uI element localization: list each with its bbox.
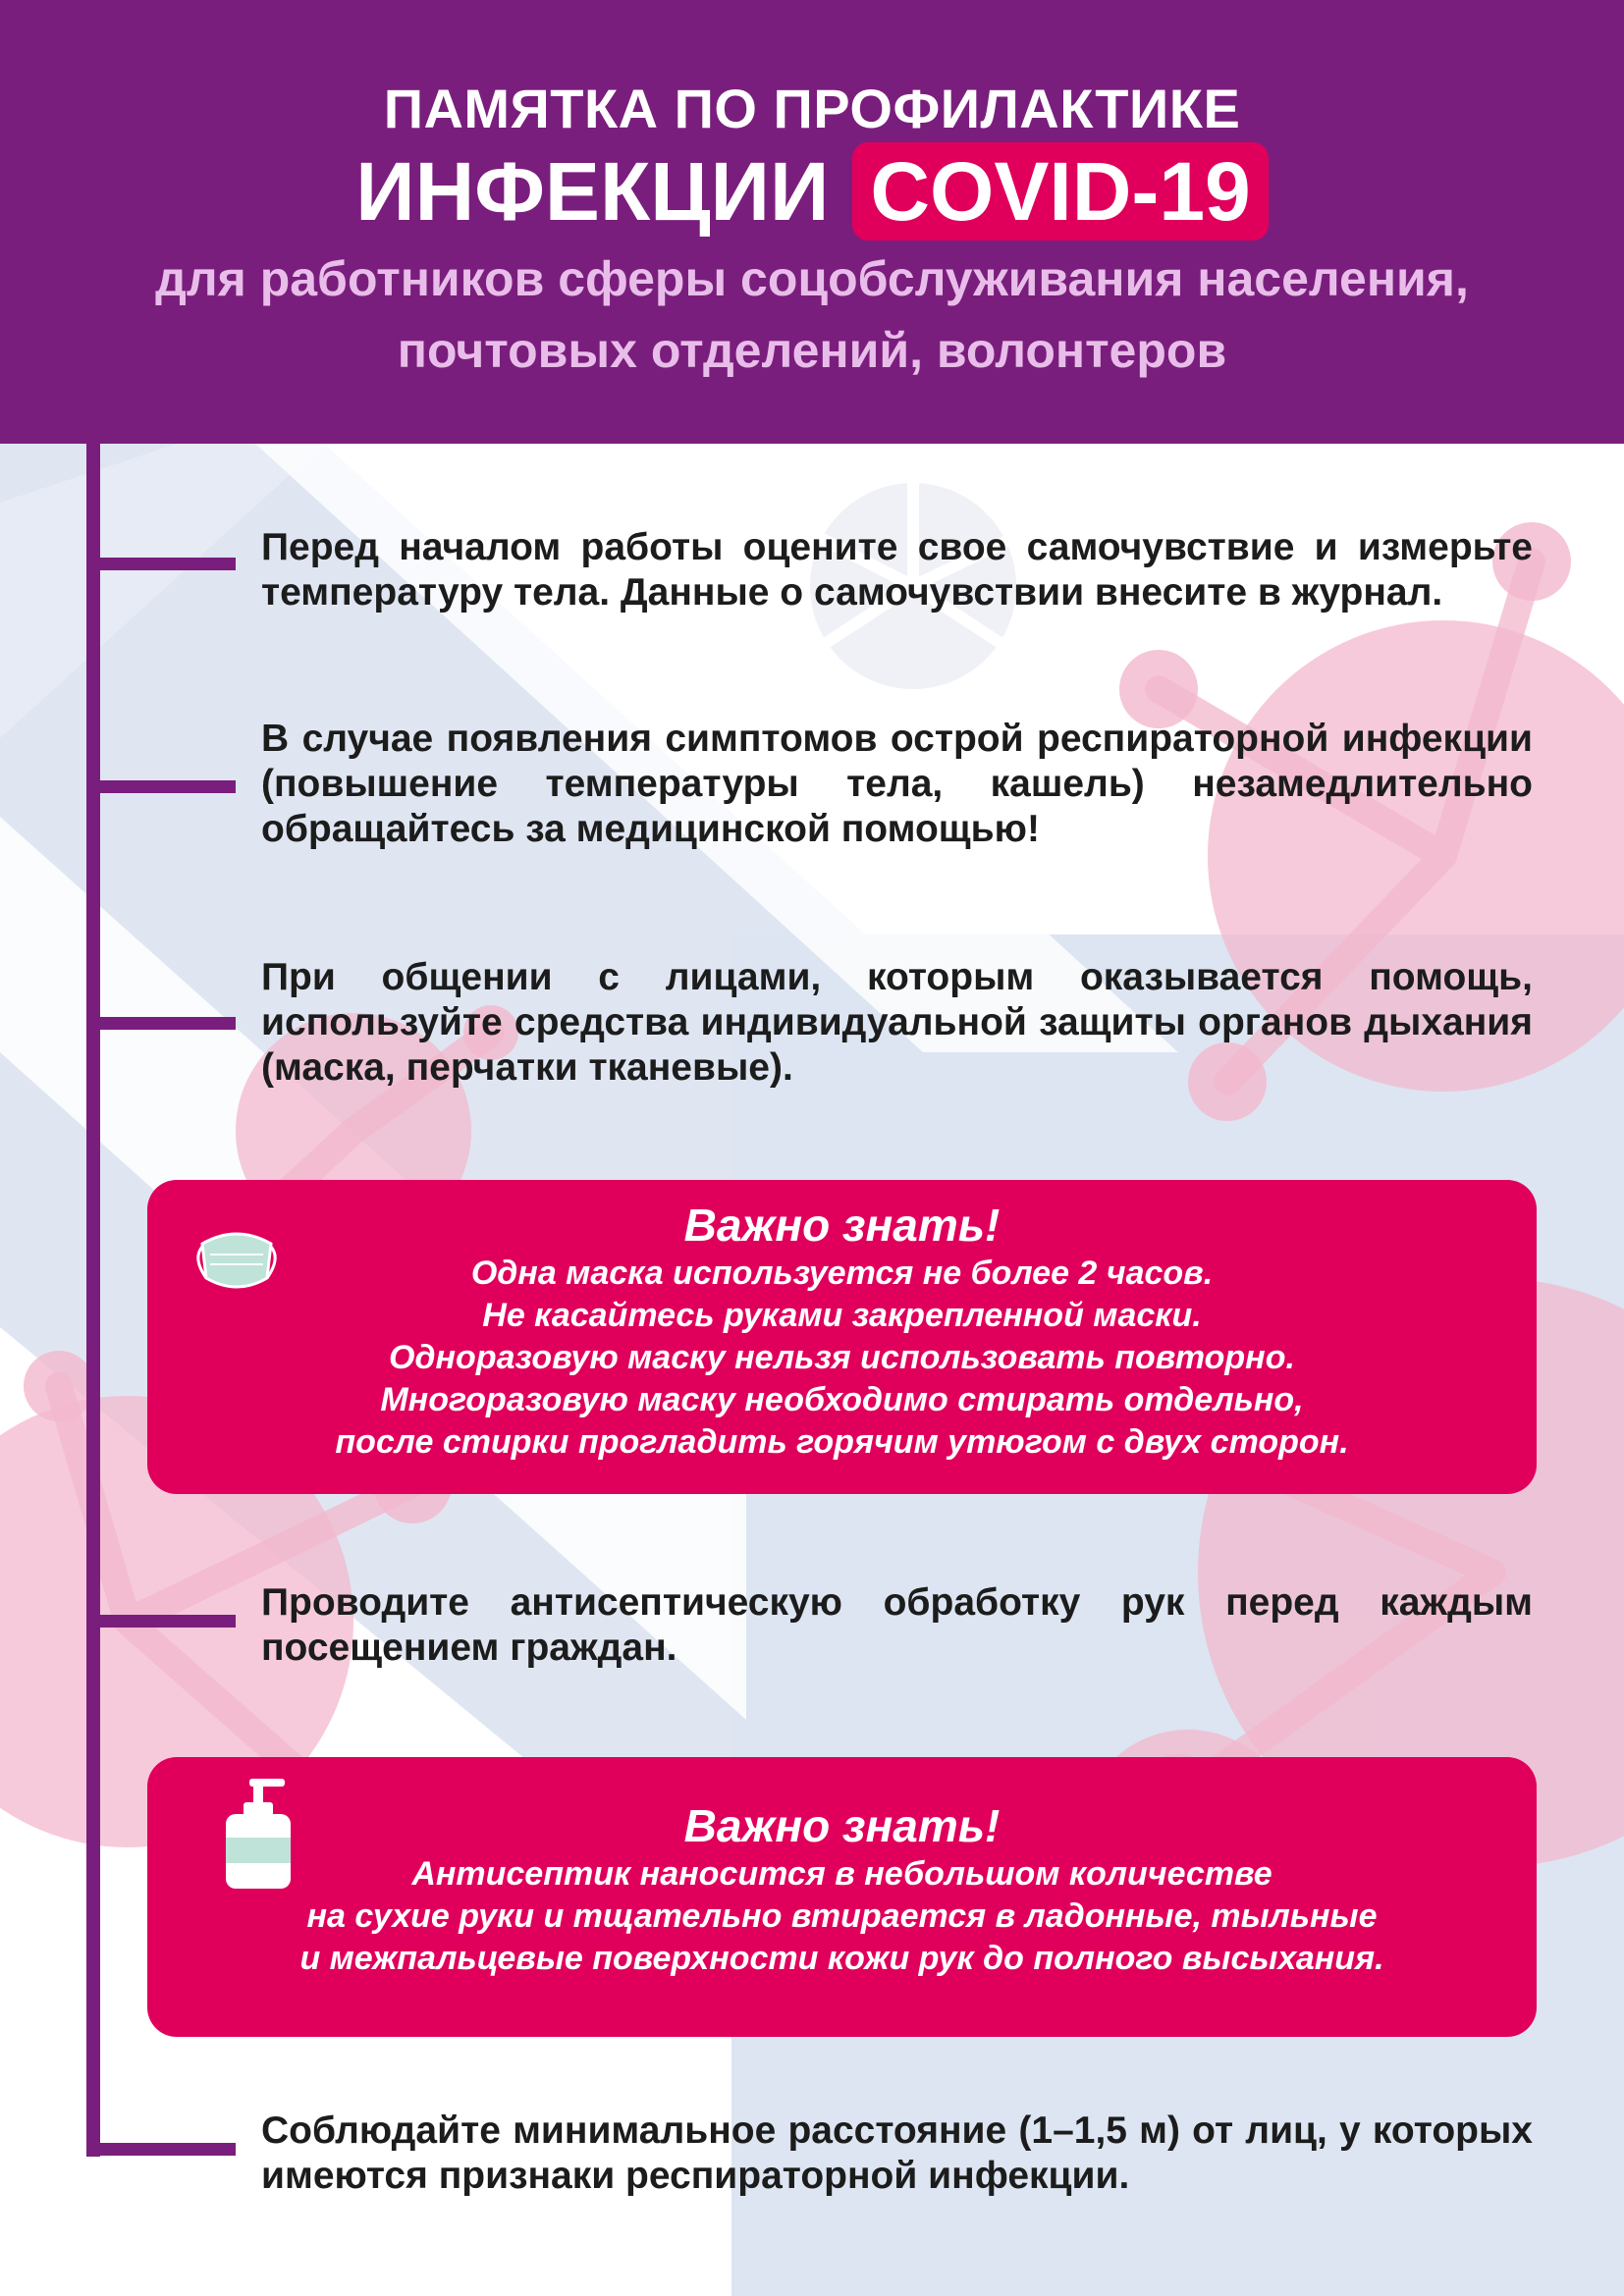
covid-badge: COVID-19 — [852, 142, 1268, 240]
face-mask-icon — [192, 1219, 281, 1298]
header-title-line1: ПАМЯТКА ПО ПРОФИЛАКТИКЕ — [383, 78, 1241, 139]
header — [0, 0, 1624, 444]
instruction-item-5: Соблюдайте минимальное расстояние (1–1,5 м) от лиц, у которых имеются признаки респираторной инфекции. — [261, 2109, 1533, 2197]
timeline-tick — [98, 1017, 236, 1030]
box-mask-title: Важно знать! — [683, 1200, 1001, 1251]
instruction-item-3: При общении с лицами, которым оказывается помощь, используйте средства индивидуальной защиты органов дыхания (маска, перчатки тканевые). — [261, 956, 1533, 1089]
box-mask-line: Не касайтесь руками закрепленной маски. — [482, 1297, 1202, 1334]
header-title-prefix: ИНФЕКЦИИ — [355, 145, 830, 238]
header-subtitle-line2: почтовых отделений, волонтеров — [397, 323, 1227, 378]
timeline-tick — [98, 558, 236, 570]
header-title-line2 — [0, 142, 1624, 240]
box-mask-line: Одноразовую маску нельзя использовать повторно. — [389, 1339, 1295, 1376]
box-sanitizer-line: и межпальцевые поверхности кожи рук до полного высыхания. — [299, 1940, 1384, 1977]
instruction-item-4: Проводите антисептическую обработку рук перед каждым посещением граждан. — [261, 1581, 1533, 1669]
instruction-item-1: Перед началом работы оцените свое самочувствие и измерьте температуру тела. Данные о самочувствии внесите в журнал. — [261, 526, 1533, 614]
important-box-sanitizer — [147, 1757, 1537, 2037]
timeline-tick — [98, 2143, 236, 2156]
timeline-line — [86, 444, 100, 2157]
box-mask-line: Многоразовую маску необходимо стирать отдельно, — [380, 1381, 1304, 1418]
instruction-item-2: В случае появления симптомов острой респираторной инфекции (повышение температуры тела, кашель) незамедлительно обращайтесь за медицинской помощью! — [261, 718, 1533, 850]
timeline-tick — [98, 780, 236, 793]
important-box-mask — [147, 1180, 1537, 1494]
box-sanitizer-line: на сухие руки и тщательно втирается в ладонные, тыльные — [306, 1897, 1378, 1935]
box-sanitizer-line: Антисептик наносится в небольшом количестве — [411, 1855, 1272, 1893]
box-mask-line: после стирки прогладить горячим утюгом с двух сторон. — [335, 1423, 1349, 1461]
box-sanitizer-title: Важно знать! — [683, 1800, 1001, 1851]
timeline-tick — [98, 1615, 236, 1628]
header-subtitle-line1: для работников сферы соцобслуживания населения, — [155, 251, 1469, 306]
sanitizer-bottle-icon — [222, 1779, 293, 1889]
box-mask-line: Одна маска используется не более 2 часов. — [470, 1255, 1214, 1292]
